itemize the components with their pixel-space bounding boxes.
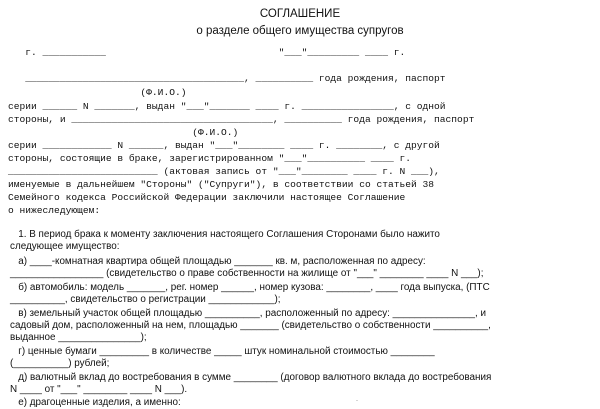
item-v-line-3: выданное _______________);	[10, 332, 147, 343]
clause-1-line-1: 1. В период брака к моменту заключения настоящего Соглашения Сторонами было нажито	[10, 229, 440, 240]
item-a-line-1: а) ____-комнатная квартира общей площадью _______ кв. м, расположенная по адресу:	[10, 256, 426, 267]
preamble-line-6: стороны, состоящие в браке, зарегистрированном "___"__________ ____ г.	[8, 153, 412, 164]
item-v-line-1: в) земельный участок общей площадью __________, расположенный по адресу: _______________, и	[10, 308, 486, 319]
preamble-line-3: серии ______ N _______, выдан "___"_______ ____ г. ________________, с одной	[8, 101, 446, 112]
document-title: СОГЛАШЕНИЕ	[259, 8, 341, 20]
item-e-line-1: е) драгоценные изделия, а именно:	[10, 397, 181, 408]
preamble-line-5: серии ____________ N ______, выдан "___"________ ____ г. ________, с другой	[8, 140, 440, 151]
item-v-line-2: садовый дом, расположенный на нем, площадью _______ (свидетельство о собственности __________,	[10, 320, 491, 331]
clause-1-line-2: следующее имущество:	[10, 241, 120, 252]
document-subtitle: о разделе общего имущества супругов	[196, 25, 404, 37]
preamble-caption-2: (Ф.И.О.)	[8, 127, 239, 138]
item-g-line-1: г) ценные бумаги _________ в количестве _____ штук номинальной стоимостью ________	[10, 346, 435, 357]
item-d-line-2: N ____ от "___" ________ ____ N ___).	[10, 384, 188, 395]
preamble-line-10: о нижеследующем:	[8, 205, 101, 216]
preamble-line-9: Семейного кодекса Российской Федерации заключили настоящее Соглашение	[8, 192, 406, 203]
item-a-line-2: _________________ (свидетельство о праве собственности на жилище от "___" ________ ____ N ___);	[10, 268, 484, 279]
item-g-line-2: (__________) рублей;	[10, 358, 110, 369]
stray-dot-mark: ·	[356, 398, 358, 404]
preamble-line-2: ______________________________________, __________ года рождения, паспорт	[8, 73, 446, 84]
preamble-line-7: __________________________ (актовая запись от "___"________ ____ г. N ___),	[8, 166, 440, 177]
item-d-line-1: д) валютный вклад до востребования в сумме ________ (договор валютного вклада до востребования	[10, 372, 492, 383]
preamble-caption-1: (Ф.И.О.)	[8, 87, 187, 98]
item-b-line-2: __________, свидетельство о регистрации ____________);	[10, 294, 281, 305]
preamble-line-4: стороны, и ___________________________________, __________ года рождения, паспорт	[8, 114, 475, 125]
preamble-line-1: г. ___________ "___"_________ ____ г.	[8, 47, 406, 58]
item-b-line-1: б) автомобиль: модель _______, рег. номер ______, номер кузова: ________, ____ года выпуска, (ПТС	[10, 282, 490, 293]
preamble-line-8: именуемые в дальнейшем "Стороны" ("Супруги"), в соответствии со статьей 38	[8, 179, 435, 190]
